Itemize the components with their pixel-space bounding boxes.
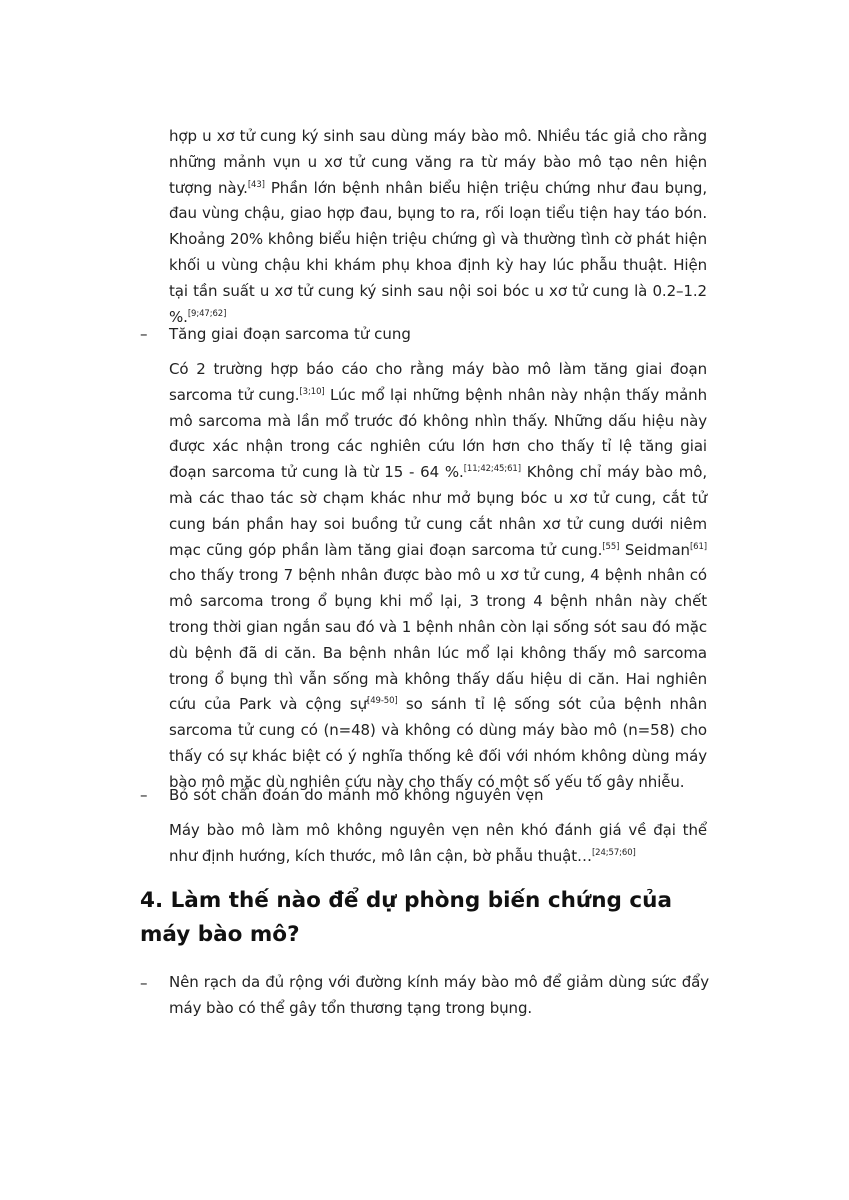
citation: [49-50] (367, 696, 398, 707)
citation: [61] (689, 541, 707, 552)
citation: [24;57;60] (591, 847, 636, 858)
bullet-dash: – (140, 974, 148, 992)
bullet-sarcoma-upstaging (0, 324, 849, 344)
bullet-text: Tăng giai đoạn sarcoma tử cung (169, 325, 411, 343)
citation: [43] (247, 179, 265, 190)
paragraph-sarcoma: Có 2 trường hợp báo cáo cho rằng máy bào mô làm tăng giai đoạn sarcoma tử cung.[3;10] Lúc mổ lại những bệnh nhân này nhận thấy mảnh mô sarcoma mà lần mổ trước đó không nhìn thấy. Những dấu hiệu này được xác nhận trong các nghiên cứu lớn hơn cho thấy tỉ lệ tăng giai đoạn sarcoma tử cung là từ 15 - 64 %.[11;42;45;61] Không chỉ máy bào mô, mà các thao tác sờ chạm khác như mở bụng bóc u xơ tử cung, cắt tử cung bán phần hay soi buồng tử cung cắt nhân xơ tử cung dưới niêm mạc cũng góp phần làm tăng giai đoạn sarcoma tử cung.[55] Seidman[61] cho thấy trong 7 bệnh nhân được bào mô u xơ tử cung, 4 bệnh nhân có mô sarcoma trong ổ bụng khi mổ lại, 3 trong 4 bệnh nhân này chết trong thời gian ngắn sau đó và 1 bệnh nhân còn lại sống sót sau đó mặc dù bệnh đã di căn. Ba bệnh nhân lúc mổ lại không thấy mô sarcoma trong ổ bụng thì vẫn sống mà không thấy dấu hiệu di căn. Hai nghiên cứu của Park và cộng sự[49-50] so sánh tỉ lệ sống sót của bệnh nhân sarcoma tử cung có (n=48) và không có dùng máy bào mô (n=58) cho thấy có sự khác biệt có ý nghĩa thống kê đối với nhóm không dùng máy bào mô mặc dù nghiên cứu này cho thấy có một số yếu tố gây nhiễu. (169, 360, 707, 791)
bullet-prevention (0, 970, 849, 1030)
citation: [11;42;45;61] (463, 464, 521, 475)
paragraph-parasitic-myoma: hợp u xơ tử cung ký sinh sau dùng máy bào mô. Nhiều tác giả cho rằng những mảnh vụn u xơ tử cung văng ra từ máy bào mô tạo nên hiện tượng này.[43] Phần lớn bệnh nhân biểu hiện triệu chứng như đau bụng, đau vùng chậu, giao hợp đau, bụng to ra, rối loạn tiểu tiện hay táo bón. Khoảng 20% không biểu hiện triệu chứng gì và thường tình cờ phát hiện khối u vùng chậu khi khám phụ khoa định kỳ hay lúc phẫu thuật. Hiện tại tần suất u xơ tử cung ký sinh sau nội soi bóc u xơ tử cung là 0.2–1.2 %.[9;47;62] (169, 127, 707, 326)
bullet-dash: – (140, 786, 148, 804)
bullet-dash: – (140, 325, 148, 343)
citation: [55] (602, 541, 620, 552)
bullet-missed-diagnosis (0, 785, 849, 805)
section-heading: 4. Làm thế nào để dự phòng biến chứng của máy bào mô? (140, 888, 672, 947)
citation: [3;10] (299, 386, 325, 397)
bullet-text: Nên rạch da đủ rộng với đường kính máy bào mô để giảm dùng sức đẩy máy bào có thể gây tổn thương tạng trong bụng. (169, 973, 709, 1017)
paragraph-fragmentation: Máy bào mô làm mô không nguyên vẹn nên khó đánh giá về đại thể như định hướng, kích thước, mô lân cận, bờ phẫu thuật…[24;57;60] (169, 821, 707, 865)
citation: [9;47;62] (187, 308, 227, 319)
bullet-text: Bỏ sót chẩn đoán do mảnh mô không nguyên vẹn (169, 786, 544, 804)
